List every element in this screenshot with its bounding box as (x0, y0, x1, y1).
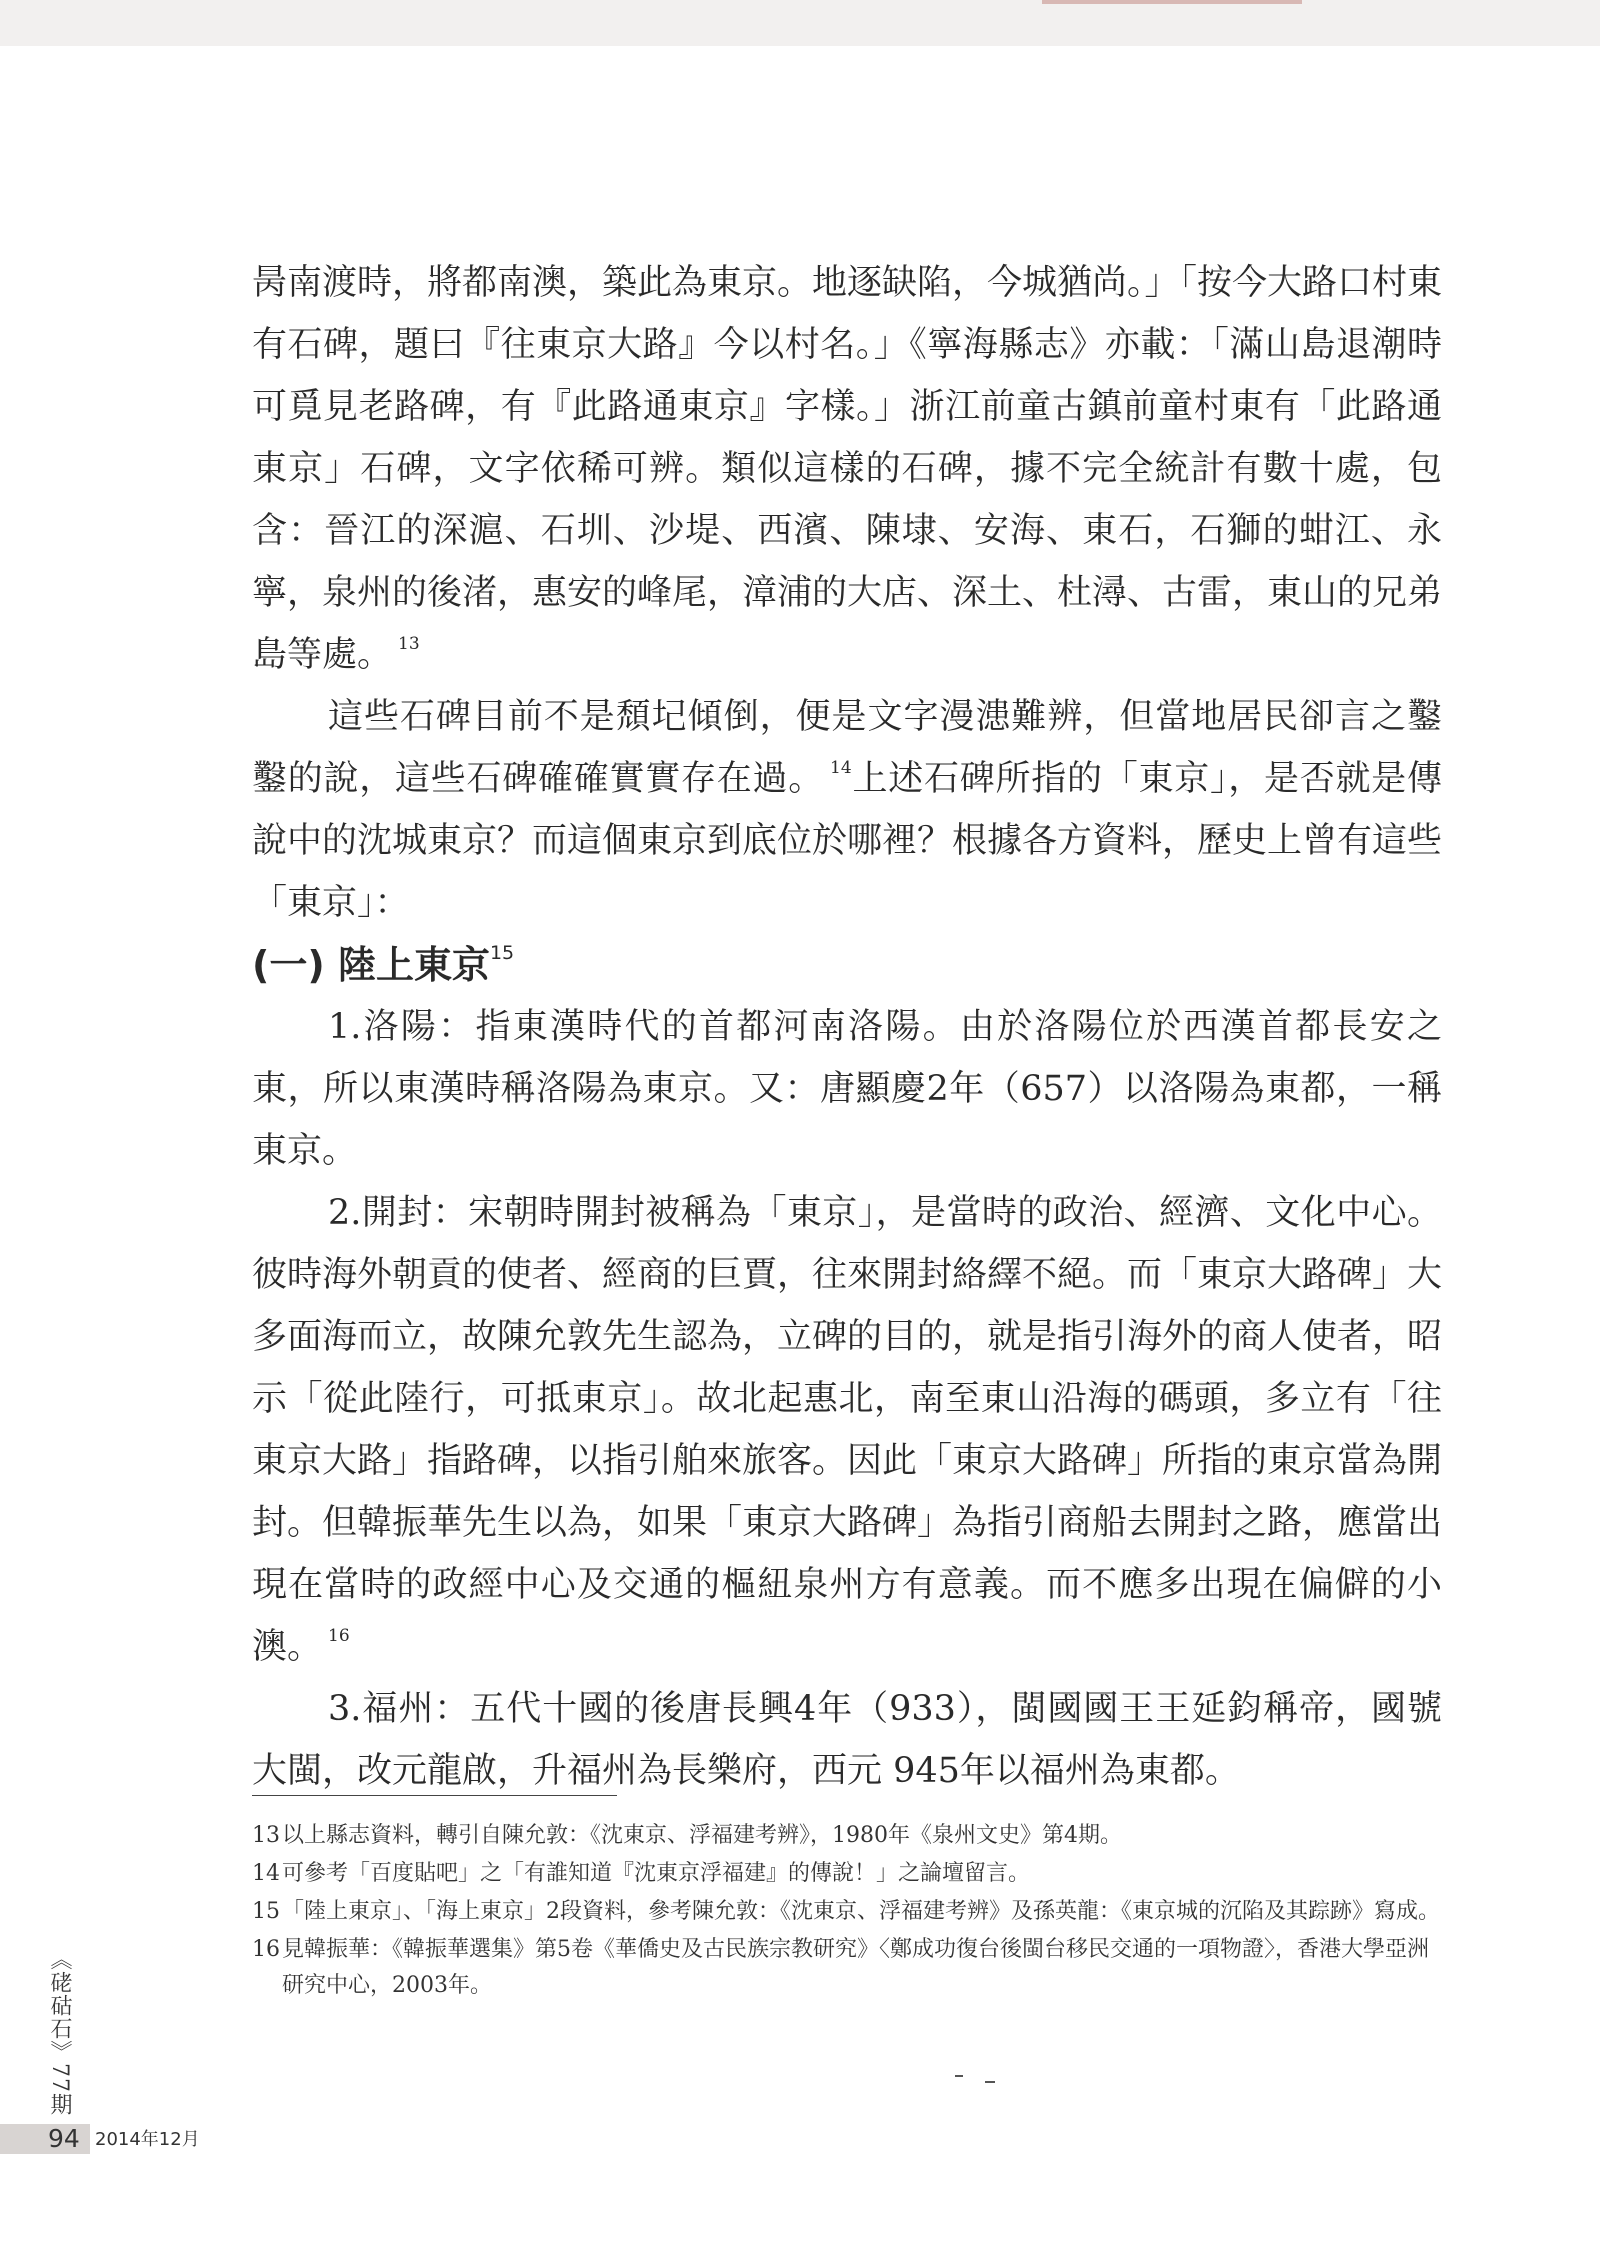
footnote-number: 14 (252, 1861, 280, 1886)
footnote-13 (252, 1818, 1442, 1854)
scan-speck (985, 2081, 995, 2083)
page-number: 94 (48, 2124, 80, 2153)
section-heading: (一) 陸上東京$^{15}$ (252, 942, 515, 987)
footnote-14 (252, 1856, 1442, 1892)
footnote-ref-14[interactable]: 14 (830, 758, 852, 778)
footnote-number: 15 (252, 1899, 280, 1924)
footnote-divider (252, 1795, 617, 1796)
footnote-15 (252, 1894, 1442, 1930)
item-fuzhou: 3.福州：五代十國的後唐長興4年（933），閩國國王王延鈞稱帝，國號大閩，改元龍啟，升福州為長樂府，西元 945年以福州為東都。 (252, 1689, 1442, 1791)
body-text (252, 252, 1442, 1802)
footnote-number: 13 (252, 1823, 280, 1848)
footnote-ref-13[interactable]: 13 (398, 634, 420, 654)
issue-date: 2014年12月 (95, 2129, 200, 2150)
item-luoyang: 1.洛陽：指東漢時代的首都河南洛陽。由於洛陽位於西漢首都長安之東，所以東漢時稱洛陽為東京。又：唐顯慶2年（657）以洛陽為東都，一稱東京。 (252, 1007, 1442, 1171)
paragraph-2: 這些石碑目前不是頹圮傾倒，便是文字漫漶難辨，但當地居民卻言之鑿鑿的說，這些石碑確確實實存在過。 $^{14}$上述石碑所指的「東京」，是否就是傳說中的沈城東京？而這個東京到底位於哪裡？根據各方資料，歷史上曾有這些「東京」： (252, 697, 1443, 923)
main-body (252, 252, 1442, 1802)
paragraph-1: 昺南渡時，將都南澳，築此為東京。地逐缺陷，今城猶尚。」「按今大路口村東有石碑，題曰『往東京大路』今以村名。」《寧海縣志》亦載：「滿山島退潮時可覓見老路碑，有『此路通東京』字樣。」浙江前童古鎮前童村東有「此路通東京」石碑，文字依稀可辨。類似這樣的石碑，據不完全統計有數十處，包含：晉江的深滬、石圳、沙堤、西濱、陳埭、安海、東石，石獅的蚶江、永寧，泉州的後渚，惠安的峰尾，漳浦的大店、深土、杜潯、古雷，東山的兄弟島等處。 $^{13}$ (252, 263, 1443, 675)
top-scan-band (0, 0, 1600, 46)
footnote-text: 見韓振華：《韓振華選集》第5卷《華僑史及古民族宗教研究》〈鄭成功復台後閩台移民交通的一項物證〉，香港大學亞洲研究中心，2003年。 (282, 1937, 1430, 1998)
footnote-ref-16[interactable]: 16 (328, 1626, 350, 1646)
scan-speck (955, 2075, 963, 2077)
magazine-title: 《硓𥑮石》77期 (47, 1948, 72, 2116)
footnote-16 (252, 1932, 1442, 2004)
item-kaifeng: 2.開封：宋朝時開封被稱為「東京」，是當時的政治、經濟、文化中心。彼時海外朝貢的使者、經商的巨賈，往來開封絡繹不絕。而「東京大路碑」大多面海而立，故陳允敦先生認為，立碑的目的，就是指引海外的商人使者，昭示「從此陸行，可抵東京」。故北起惠北，南至東山沿海的碼頭，多立有「往東京大路」指路碑，以指引舶來旅客。因此「東京大路碑」所指的東京當為開封。但韓振華先生以為，如果「東京大路碑」為指引商船去開封之路，應當出現在當時的政經中心及交通的樞紐泉州方有意義。而不應多出現在偏僻的小澳。 $^{16}$ (252, 1193, 1443, 1667)
footnotes (252, 1818, 1442, 2006)
footnote-number: 16 (252, 1937, 280, 1962)
footnote-text: 以上縣志資料，轉引自陳允敦：《沈東京、浮福建考辨》，1980年《泉州文史》第4期。 (282, 1823, 1122, 1848)
footnote-ref-15[interactable]: 15 (489, 942, 515, 964)
footnote-text: 可參考「百度貼吧」之「有誰知道『沈東京浮福建』的傳說！」之論壇留言。 (282, 1861, 1031, 1886)
footnote-text: 「陸上東京」、「海上東京」2段資料，參考陳允敦：《沈東京、浮福建考辨》及孫英龍：《東京城的沉陷及其踪跡》寫成。 (282, 1899, 1441, 1924)
top-edge-mark (1042, 0, 1302, 4)
